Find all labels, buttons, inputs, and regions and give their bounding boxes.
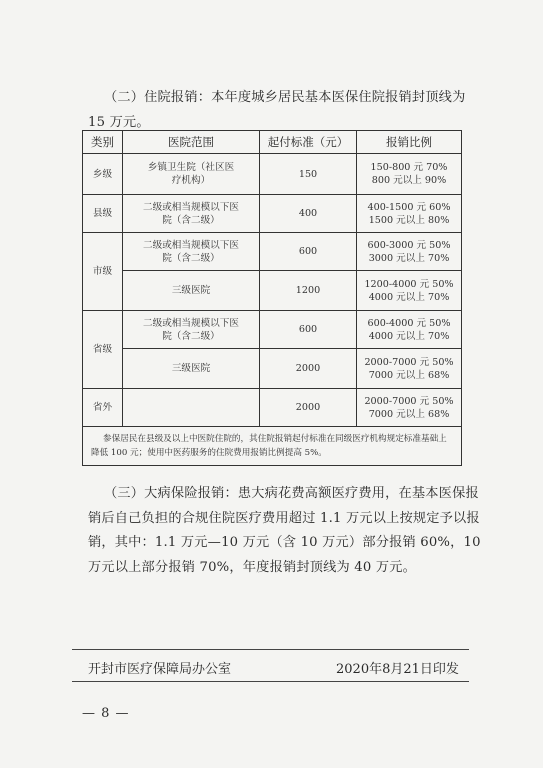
scope-cell: 二级或相当规模以下医院（含二级） xyxy=(123,195,260,233)
ratio-cell xyxy=(357,349,462,389)
ratio-line: 1500 元以上 80% xyxy=(368,214,450,226)
ratio-line: 7000 元以上 68% xyxy=(368,369,450,381)
threshold-cell: 150 xyxy=(260,154,357,195)
category-cell: 省级 xyxy=(83,311,123,389)
scope-cell: 二级或相当规模以下医院（含二级） xyxy=(123,233,260,271)
table-header-row xyxy=(83,131,462,154)
ratio-line: 400-1500 元 60% xyxy=(367,201,451,213)
threshold-cell: 600 xyxy=(260,311,357,349)
footer-bottom-rule xyxy=(72,681,469,682)
table-row xyxy=(83,271,462,311)
table-row xyxy=(83,233,462,271)
threshold-cell: 2000 xyxy=(260,349,357,389)
ratio-line: 600-3000 元 50% xyxy=(367,239,451,251)
header-hospital-scope: 医院范围 xyxy=(123,131,260,154)
reimbursement-table xyxy=(82,130,462,466)
ratio-cell xyxy=(357,154,462,195)
table-row xyxy=(83,195,462,233)
ratio-line: 2000-7000 元 50% xyxy=(364,356,454,368)
scope-cell xyxy=(123,389,260,427)
ratio-line: 4000 元以上 70% xyxy=(368,330,450,342)
category-cell: 市级 xyxy=(83,233,123,311)
category-cell: 乡级 xyxy=(83,154,123,195)
ratio-cell xyxy=(357,271,462,311)
threshold-cell: 600 xyxy=(260,233,357,271)
header-category: 类别 xyxy=(83,131,123,154)
ratio-cell xyxy=(357,195,462,233)
ratio-line: 1200-4000 元 50% xyxy=(364,278,454,290)
table-note: 参保居民在县级及以上中医院住院的，其住院报销起付标准在同级医疗机构规定标准基础上降低 100 元；使用中医药服务的住院费用报销比例提高 5%。 xyxy=(83,427,462,466)
threshold-cell: 2000 xyxy=(260,389,357,427)
table-row xyxy=(83,311,462,349)
ratio-line: 600-4000 元 50% xyxy=(367,317,451,329)
footer-top-rule xyxy=(72,649,469,650)
issuing-office: 开封市医疗保障局办公室 xyxy=(88,662,232,677)
section-2-paragraph: （二）住院报销：本年度城乡居民基本医保住院报销封顶线为 15 万元。 xyxy=(88,90,466,130)
section-3-paragraph: （三）大病保险报销：患大病花费高额医疗费用，在基本医保报销后自己负担的合规住院医疗费用超过 1.1 万元以上按规定予以报销，其中：1.1 万元—10 万元（含 10 万元）部分报销 60%，10 万元以上部分报销 70%，年度报销封顶线为 40 万元。 xyxy=(88,486,481,575)
ratio-cell xyxy=(357,389,462,427)
scope-cell: 三级医院 xyxy=(123,349,260,389)
table-row xyxy=(83,389,462,427)
ratio-line: 2000-7000 元 50% xyxy=(364,395,454,407)
table-note-row xyxy=(83,427,462,466)
threshold-cell: 400 xyxy=(260,195,357,233)
ratio-line: 3000 元以上 70% xyxy=(368,252,450,264)
issue-date: 2020年8月21日印发 xyxy=(336,662,459,677)
ratio-cell xyxy=(357,233,462,271)
ratio-line: 800 元以上 90% xyxy=(371,175,447,186)
table-row xyxy=(83,349,462,389)
table-row xyxy=(83,154,462,195)
header-ratio: 报销比例 xyxy=(357,131,462,154)
category-cell: 县级 xyxy=(83,195,123,233)
ratio-line: 4000 元以上 70% xyxy=(368,291,450,303)
header-threshold: 起付标准（元） xyxy=(260,131,357,154)
scope-cell: 三级医院 xyxy=(123,271,260,311)
ratio-line: 7000 元以上 68% xyxy=(368,408,450,420)
ratio-line: 150-800 元 70% xyxy=(370,162,448,173)
scope-cell: 乡镇卫生院（社区医疗机构） xyxy=(123,154,260,195)
ratio-cell xyxy=(357,311,462,349)
scope-cell: 二级或相当规模以下医院（含二级） xyxy=(123,311,260,349)
page-number: — 8 — xyxy=(82,706,130,721)
category-cell: 省外 xyxy=(83,389,123,427)
threshold-cell: 1200 xyxy=(260,271,357,311)
